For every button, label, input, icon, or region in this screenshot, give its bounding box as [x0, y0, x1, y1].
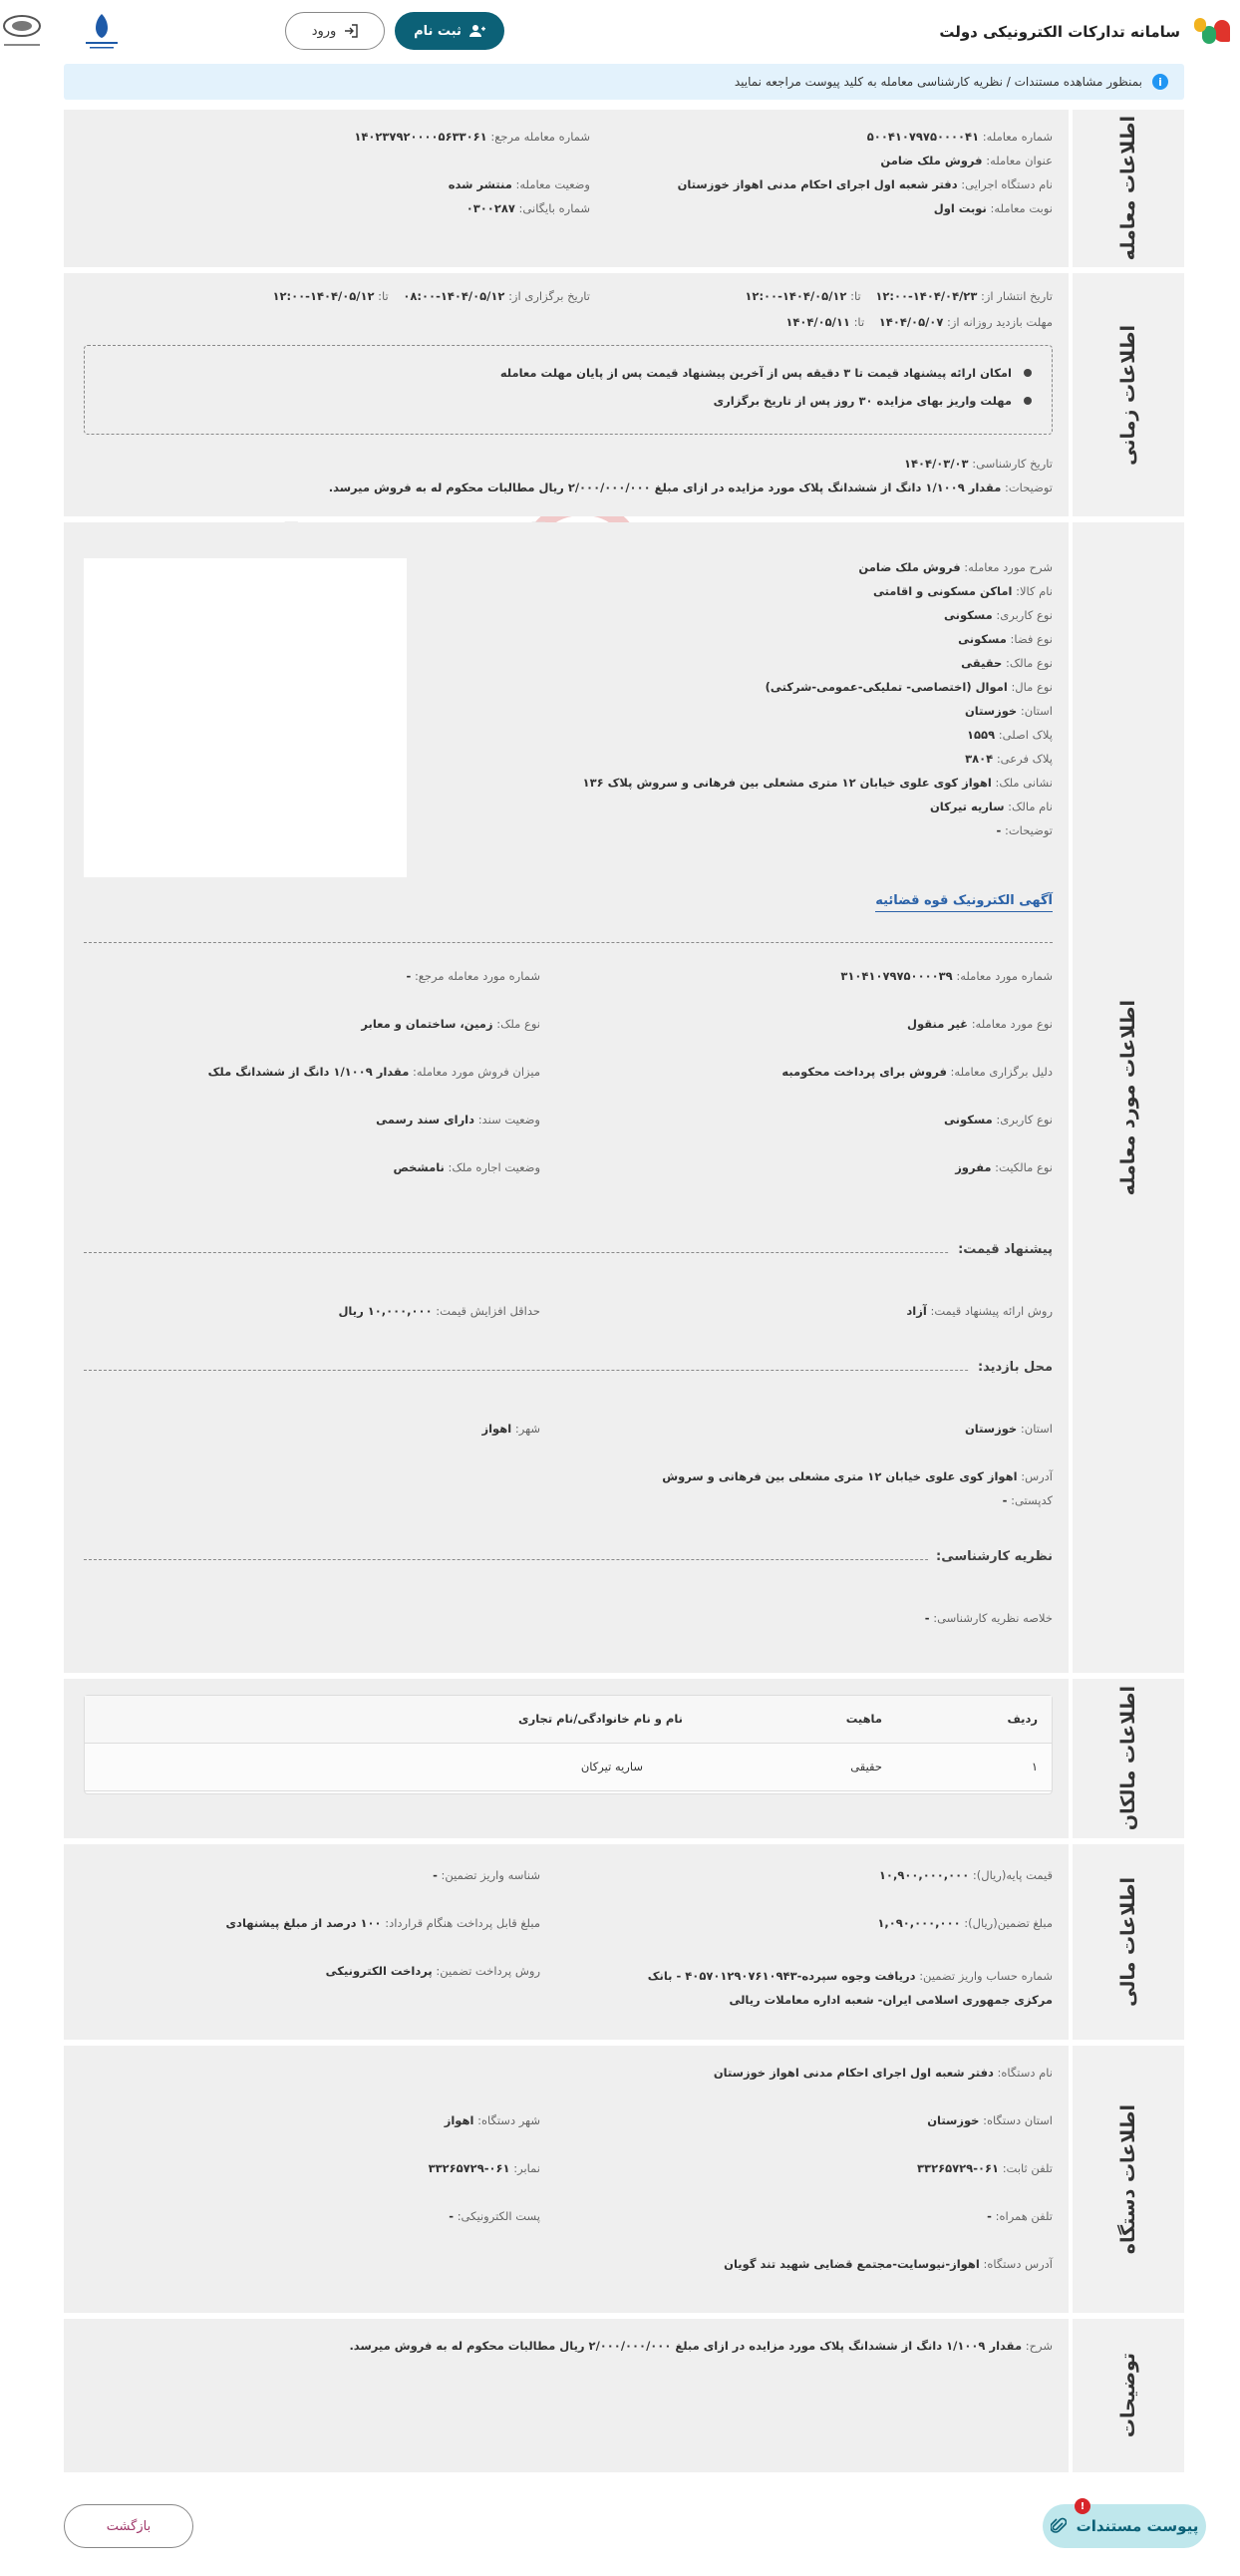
table-row [85, 1744, 1052, 1791]
visit-postal: کدپستی: - [1002, 1493, 1053, 1507]
back-label: بازگشت [106, 2518, 152, 2534]
deal-turn: نوبت معامله: نوبت اول [933, 201, 1053, 215]
property-image[interactable] [84, 558, 407, 877]
notes-text: شرح: مقدار ۱/۱۰۰۹ دانگ از ششدانگ پلاک مورد مزایده در ازای مبلغ ۲/۰۰۰/۰۰۰/۰۰۰ ریال مطالبات محکوم له به فروش میرسد. [349, 2339, 1053, 2353]
item-grid-field: نوع کاربری: مسکونی [944, 1113, 1053, 1127]
guarantee-account: شماره حساب واریز تضمین: دریافت وجوه سپرده-۴۰۵۷۰۱۲۹۰۷۶۱۰۹۴۳ - بانک مرکزی جمهوری اسلامی ایران- شعبه اداره معاملات ریالی [647, 1969, 1053, 2007]
item-row: نوع کاربری: مسکونی [944, 608, 1053, 622]
item-grid-field: نوع ملک: زمین، ساختمان و معابر [361, 1017, 540, 1031]
guarantee-pay-method: روش پرداخت تضمین: پرداخت الکترونیکی [325, 1964, 540, 1978]
paperclip-icon [1051, 2517, 1067, 2535]
attachments-label: پیوست مستندات [1076, 2517, 1199, 2535]
item-row: استان: خوزستان [964, 704, 1053, 718]
item-grid-field: دلیل برگزاری معامله: فروش برای پرداخت محکومبه [781, 1065, 1053, 1079]
back-button[interactable] [64, 2504, 193, 2548]
site-title: سامانه تدارکات الکترونیکی دولت [939, 23, 1180, 41]
item-row: شرح مورد معامله: فروش ملک ضامن [858, 560, 1053, 574]
time-desc: توضیحات: مقدار ۱/۱۰۰۹ دانگ از ششدانگ پلاک مورد مزایده در ازای مبلغ ۲/۰۰۰/۰۰۰/۰۰۰ ریال مطالبات محکوم له به فروش میرسد. [328, 481, 1053, 494]
notes-section [64, 2319, 1184, 2472]
time-info-title: اطلاعات زمانی [1117, 324, 1139, 466]
owners-body [64, 1679, 1069, 1838]
visit-city: شهر: اهواز [481, 1422, 540, 1436]
item-row: پلاک اصلی: ۱۵۵۹ [967, 728, 1053, 742]
expert-summary: خلاصه نظریه کارشناسی: - [924, 1611, 1053, 1625]
setad-logo-icon [1190, 14, 1230, 50]
table-header [85, 1696, 1052, 1744]
rule-item: مهلت واریز بهای مزایده ۳۰ روز پس از تاریخ برگزاری [714, 394, 1032, 408]
org-address: آدرس دستگاه: اهواز-نیوسایت-مجتمع قضایی شهید تند گویان [724, 2257, 1053, 2271]
table-cell: ۱ [1031, 1760, 1038, 1773]
visit-address: آدرس: اهواز کوی علوی خیابان ۱۲ متری مشعلی بین فرهانی و سروش [662, 1469, 1053, 1483]
time-info-body [64, 273, 1069, 516]
finance-title: اطلاعات مالی [1117, 1877, 1139, 2007]
item-grid-field: میزان فروش مورد معامله: مقدار ۱/۱۰۰۹ دانگ از ششدانگ ملک [207, 1065, 540, 1079]
org-mobile: تلفن همراه: - [987, 2209, 1053, 2223]
owners-table [84, 1695, 1053, 1794]
deal-info-section [64, 110, 1184, 267]
deal-status: وضعیت معامله: منتشر شده [448, 177, 590, 191]
header-cell: نام و نام خانوادگی/نام تجاری [518, 1712, 683, 1726]
publish-range: تاریخ انتشار از: ۱۴۰۴/۰۴/۲۳-۱۲:۰۰ تا: ۱۴۰۴/۰۵/۱۲-۱۲:۰۰ [745, 289, 1053, 303]
time-info-section [64, 273, 1184, 516]
deal-subject: عنوان معامله: فروش ملک ضامن [880, 154, 1053, 167]
item-row: نوع مال: اموال (اختصاصی- تملیکی-عمومی-شرکتی) [765, 680, 1053, 694]
divider [84, 1252, 1053, 1253]
offer-heading: پیشنهاد قیمت: [950, 1242, 1053, 1257]
deal-info-body [64, 110, 1069, 267]
org-name: نام دستگاه: دفتر شعبه اول اجرای احکام مدنی اهواز خوزستان [713, 2066, 1053, 2080]
user-add-icon [469, 24, 485, 38]
login-icon [344, 24, 358, 38]
item-row: توضیحات: - [996, 823, 1053, 837]
divider [84, 942, 1053, 943]
item-info-tab [1071, 522, 1184, 1673]
rules-box [84, 345, 1053, 435]
deposit-id: شناسه واریز تضمین: - [433, 1868, 540, 1882]
owners-title: اطلاعات مالکان [1117, 1686, 1139, 1831]
login-label: ورود [311, 23, 337, 39]
gov-logos [0, 10, 140, 54]
org-province: استان دستگاه: خوزستان [927, 2113, 1053, 2127]
deal-ref-number: شماره معامله مرجع: ۱۴۰۲۳۷۹۲۰۰۰۰۵۶۳۳۰۶۱ [354, 130, 590, 144]
visit-range: مهلت بازدید روزانه از: ۱۴۰۴/۰۵/۰۷ تا: ۱۴۰۴/۰۵/۱۱ [785, 315, 1053, 329]
org-info-tab [1071, 2046, 1184, 2313]
org-email: پست الکترونیکی: - [449, 2209, 540, 2223]
deal-archive: شماره بایگانی: ۰۳۰۰۲۸۷ [465, 201, 590, 215]
item-grid-field: نوع مالکیت: مفروز [955, 1160, 1053, 1174]
header-cell: ماهیت [845, 1712, 882, 1726]
login-button[interactable] [285, 12, 385, 50]
header-cell: ردیف [1007, 1712, 1038, 1726]
register-button[interactable] [395, 12, 504, 50]
rule-item: امکان ارائه پیشنهاد قیمت تا ۳ دقیقه پس از آخرین پیشنهاد قیمت پس از پایان مهلت معامله [500, 366, 1032, 380]
deal-number: شماره معامله: ۵۰۰۴۱۰۷۹۷۵۰۰۰۰۴۱ [866, 130, 1053, 144]
item-grid-field: وضعیت اجاره ملک: نامشخص [393, 1160, 540, 1174]
time-info-tab [1071, 273, 1184, 516]
org-fax: نمابر: ۰۶۱-۳۳۲۶۵۷۲۹ [428, 2161, 540, 2175]
hold-range: تاریخ برگزاری از: ۱۴۰۴/۰۵/۱۲-۰۸:۰۰ تا: ۱۴۰۴/۰۵/۱۲-۱۲:۰۰ [272, 289, 590, 303]
attachments-button[interactable] [1043, 2504, 1206, 2548]
top-bar [0, 0, 1240, 64]
item-row: پلاک فرعی: ۳۸۰۴ [965, 752, 1053, 766]
visit-province: استان: خوزستان [964, 1422, 1053, 1436]
attachment-notice [64, 64, 1184, 100]
brand[interactable] [939, 14, 1230, 50]
finance-tab [1071, 1844, 1184, 2040]
org-city: شهر دستگاه: اهواز [444, 2113, 540, 2127]
bullet-dot-icon [1024, 397, 1032, 405]
attachment-notice-text: بمنظور مشاهده مستندات / نظریه کارشناسی معامله به کلید پیوست مراجعه نمایید [734, 75, 1142, 89]
finance-body [64, 1844, 1069, 2040]
item-info-title: اطلاعات مورد معامله [1117, 999, 1139, 1196]
org-info-title: اطلاعات دستگاه [1117, 2103, 1139, 2255]
org-phone: تلفن ثابت: ۰۶۱-۳۳۲۶۵۷۲۹ [917, 2161, 1053, 2175]
deal-info-title: اطلاعات معامله [1117, 116, 1139, 261]
item-row: نوع مالک: حقیقی [961, 656, 1053, 670]
expert-heading: نظریه کارشناسی: [928, 1549, 1053, 1564]
item-row: نام کالا: اماکن مسکونی و اقامتی [872, 584, 1053, 598]
item-info-body [64, 522, 1069, 1673]
owners-tab [1071, 1679, 1184, 1838]
item-row: نشانی ملک: اهواز کوی علوی خیابان ۱۲ متری مشعلی بین فرهانی و سروش پلاک ۱۳۶ [582, 776, 1053, 790]
base-price: قیمت پایه(ریال): ۱۰,۹۰۰,۰۰۰,۰۰۰ [878, 1868, 1053, 1882]
item-grid-field: وضعیت سند: دارای سند رسمی [376, 1113, 540, 1127]
deal-info-tab [1071, 110, 1184, 267]
notes-tab [1071, 2319, 1184, 2472]
item-row: نوع فضا: مسکونی [958, 632, 1053, 646]
table-cell: ساریه تیرکان [580, 1760, 643, 1773]
notes-title: توضیحات [1117, 2353, 1139, 2438]
register-label: ثبت نام [414, 23, 462, 39]
court-announcement-link[interactable]: آگهی الکترونیک قوه قضائیه [875, 893, 1053, 912]
notes-body [64, 2319, 1069, 2472]
item-grid-field: نوع مورد معامله: غیر منقول [907, 1017, 1053, 1031]
item-info-section [64, 522, 1184, 1673]
item-grid-field: شماره مورد معامله: ۳۱۰۴۱۰۷۹۷۵۰۰۰۰۳۹ [840, 969, 1053, 983]
finance-section [64, 1844, 1184, 2040]
contract-payment: مبلغ قابل پرداخت هنگام قرارداد: ۱۰۰ درصد از مبلغ پیشنهادی [225, 1916, 540, 1930]
bullet-dot-icon [1024, 369, 1032, 377]
guarantee-amount: مبلغ تضمین(ریال): ۱,۰۹۰,۰۰۰,۰۰۰ [877, 1916, 1053, 1930]
ministry-emblem-icon [72, 10, 132, 54]
min-increase: حداقل افزایش قیمت: ۱۰,۰۰۰,۰۰۰ ریال [338, 1304, 540, 1318]
org-info-body [64, 2046, 1069, 2313]
item-row: نام مالک: ساریه تیرکان [929, 800, 1053, 813]
divider [84, 1559, 1053, 1560]
table-cell: حقیقی [850, 1760, 882, 1773]
deal-org: نام دستگاه اجرایی: دفتر شعبه اول اجرای احکام مدنی اهواز خوزستان [677, 177, 1053, 191]
attachments-alert-badge: ! [1075, 2498, 1090, 2514]
divider [84, 1370, 1053, 1371]
visit-heading: محل بازدید: [970, 1360, 1053, 1375]
expert-date: تاریخ کارشناسی: ۱۴۰۴/۰۳/۰۳ [904, 457, 1053, 471]
info-icon: i [1152, 74, 1168, 90]
tadbir-logo-icon [0, 10, 44, 54]
item-grid-field: شماره مورد معامله مرجع: - [406, 969, 540, 983]
org-info-section [64, 2046, 1184, 2313]
offer-method: روش ارائه پیشنهاد قیمت: آزاد [906, 1304, 1053, 1318]
owners-section [64, 1679, 1184, 1838]
